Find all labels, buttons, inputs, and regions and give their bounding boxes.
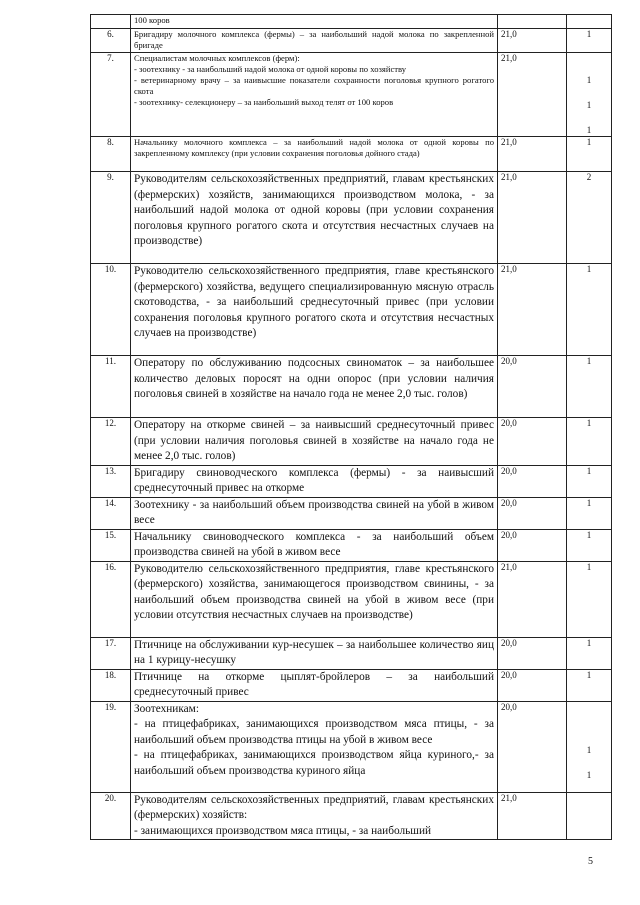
count-value: 1 bbox=[586, 100, 592, 110]
awards-table bbox=[90, 14, 612, 840]
text-line: - занимающихся производством мяса птицы, - за наибольший bbox=[134, 824, 432, 837]
row-number: 11. bbox=[91, 356, 131, 418]
row-number: 13. bbox=[91, 465, 131, 497]
row-text: Птичнице на обслуживании кур-несушек – за наибольшее количество яиц на 1 курицу-несушку bbox=[131, 637, 498, 669]
page-number: 5 bbox=[588, 856, 593, 867]
text-line: Зоотехникам: bbox=[134, 702, 199, 715]
row-sum bbox=[498, 15, 567, 29]
table-row bbox=[91, 792, 612, 840]
text-line: - зоотехнику- селекционеру – за наибольший выход телят от 100 коров bbox=[134, 97, 394, 107]
row-count bbox=[567, 701, 612, 792]
row-number: 20. bbox=[91, 792, 131, 840]
row-sum: 21,0 bbox=[498, 264, 567, 356]
row-sum: 20,0 bbox=[498, 356, 567, 418]
row-count bbox=[567, 53, 612, 137]
row-text: Начальнику молочного комплекса – за наибольший надой молока от одной коровы по закрепленному комплексу (при условии сохранения поголовья дойного стада) bbox=[131, 137, 498, 172]
row-number: 14. bbox=[91, 497, 131, 529]
table-row bbox=[91, 29, 612, 53]
row-text: Начальнику свиноводческого комплекса - за наибольший объем производства свиней на убой в живом весе bbox=[131, 529, 498, 561]
table-row bbox=[91, 701, 612, 792]
row-sum: 21,0 bbox=[498, 172, 567, 264]
text-line: - зоотехнику - за наибольший надой молока от одной коровы по хозяйству bbox=[134, 64, 407, 74]
row-count: 1 bbox=[567, 264, 612, 356]
row-text bbox=[131, 701, 498, 792]
row-count: 1 bbox=[567, 529, 612, 561]
count-value: 1 bbox=[586, 769, 592, 780]
row-text: Руководителю сельскохозяйственного предприятия, главе крестьянского (фермерского) хозяйства, занимающегося производством свинины, - за наибольший объем производства свиней на убой в живом весе (при условии отсутствия несчастных случаев на производстве) bbox=[131, 561, 498, 637]
row-text: Руководителям сельскохозяйственных предприятий, главам крестьянских (фермерских) хозяйств, занимающихся производством молока, - за наибольший надой молока от одной коровы (при условии сохранения поголовья крупного рогатого скота и отсутствия несчастных случаев на производстве) bbox=[131, 172, 498, 264]
row-count: 1 bbox=[567, 356, 612, 418]
row-text: Руководителю сельскохозяйственного предприятия, главе крестьянского (фермерского) хозяйства, ведущего специализированную мясную отрасль скотоводства, - за наибольший среднесуточный привес (при условии сохранения поголовья крупного рогатого скота и отсутствия несчастных случаев на производстве) bbox=[131, 264, 498, 356]
count-value: 1 bbox=[586, 75, 592, 85]
row-sum: 21,0 bbox=[498, 561, 567, 637]
row-sum: 20,0 bbox=[498, 497, 567, 529]
row-number: 18. bbox=[91, 669, 131, 701]
row-count: 1 bbox=[567, 29, 612, 53]
table-row bbox=[91, 264, 612, 356]
table-row bbox=[91, 465, 612, 497]
row-text: Бригадиру молочного комплекса (фермы) – за наибольший надой молока по закрепленной бригаде bbox=[131, 29, 498, 53]
row-sum: 21,0 bbox=[498, 53, 567, 137]
row-text: Оператору по обслуживанию подсосных свиноматок – за наибольшее количество деловых поросят на одни опорос (при условии наличия поголовья свиней в хозяйстве на начало года не менее 2,0 тыс. голов) bbox=[131, 356, 498, 418]
row-text: Зоотехнику - за наибольший объем производства свиней на убой в живом весе bbox=[131, 497, 498, 529]
row-count bbox=[567, 792, 612, 840]
table-row bbox=[91, 669, 612, 701]
table-row bbox=[91, 497, 612, 529]
row-count: 1 bbox=[567, 561, 612, 637]
row-count: 1 bbox=[567, 497, 612, 529]
table-row bbox=[91, 172, 612, 264]
row-sum: 20,0 bbox=[498, 637, 567, 669]
row-count: 1 bbox=[567, 418, 612, 466]
text-line: - ветеринарному врачу – за наивысшие показатели сохранности поголовья крупного рогатого скота bbox=[134, 75, 494, 96]
row-text: 100 коров bbox=[131, 15, 498, 29]
row-number: 12. bbox=[91, 418, 131, 466]
table-row bbox=[91, 53, 612, 137]
row-number bbox=[91, 15, 131, 29]
table-row bbox=[91, 15, 612, 29]
row-sum: 20,0 bbox=[498, 529, 567, 561]
row-sum: 20,0 bbox=[498, 701, 567, 792]
text-line: - на птицефабриках, занимающихся производством яйца куриного,- за наибольший объем производства куриного яйца bbox=[134, 749, 494, 777]
row-number: 7. bbox=[91, 53, 131, 137]
row-number: 16. bbox=[91, 561, 131, 637]
row-count: 2 bbox=[567, 172, 612, 264]
row-number: 6. bbox=[91, 29, 131, 53]
text-line: - на птицефабриках, занимающихся производством мяса птицы, - за наибольший объем производства птицы на убой в живом весе bbox=[134, 718, 494, 746]
row-count bbox=[567, 15, 612, 29]
row-count: 1 bbox=[567, 137, 612, 172]
row-number: 17. bbox=[91, 637, 131, 669]
row-number: 15. bbox=[91, 529, 131, 561]
text-line: Специалистам молочных комплексов (ферм): bbox=[134, 53, 300, 63]
row-number: 10. bbox=[91, 264, 131, 356]
table-row bbox=[91, 637, 612, 669]
table-row bbox=[91, 356, 612, 418]
table-row bbox=[91, 529, 612, 561]
row-sum: 20,0 bbox=[498, 418, 567, 466]
text-line: Руководителям сельскохозяйственных предприятий, главам крестьянских (фермерских) хозяйств: bbox=[134, 793, 494, 821]
row-count: 1 bbox=[567, 465, 612, 497]
row-sum: 21,0 bbox=[498, 29, 567, 53]
row-sum: 20,0 bbox=[498, 669, 567, 701]
row-count: 1 bbox=[567, 669, 612, 701]
row-count: 1 bbox=[567, 637, 612, 669]
row-number: 19. bbox=[91, 701, 131, 792]
count-value: 1 bbox=[586, 744, 592, 755]
row-text: Птичнице на откорме цыплят-бройлеров – за наибольший среднесуточный привес bbox=[131, 669, 498, 701]
row-sum: 21,0 bbox=[498, 137, 567, 172]
row-text bbox=[131, 792, 498, 840]
table-row bbox=[91, 137, 612, 172]
table-row bbox=[91, 561, 612, 637]
row-sum: 20,0 bbox=[498, 465, 567, 497]
row-text: Бригадиру свиноводческого комплекса (фермы) - за наивысший среднесуточный привес на откорме bbox=[131, 465, 498, 497]
count-value: 1 bbox=[586, 125, 592, 135]
row-sum: 21,0 bbox=[498, 792, 567, 840]
row-number: 9. bbox=[91, 172, 131, 264]
row-text: Оператору на откорме свиней – за наивысший среднесуточный привес (при условии наличия поголовья свиней в хозяйстве на начало года не менее 2,0 тыс. голов) bbox=[131, 418, 498, 466]
table-row bbox=[91, 418, 612, 466]
row-text bbox=[131, 53, 498, 137]
row-number: 8. bbox=[91, 137, 131, 172]
